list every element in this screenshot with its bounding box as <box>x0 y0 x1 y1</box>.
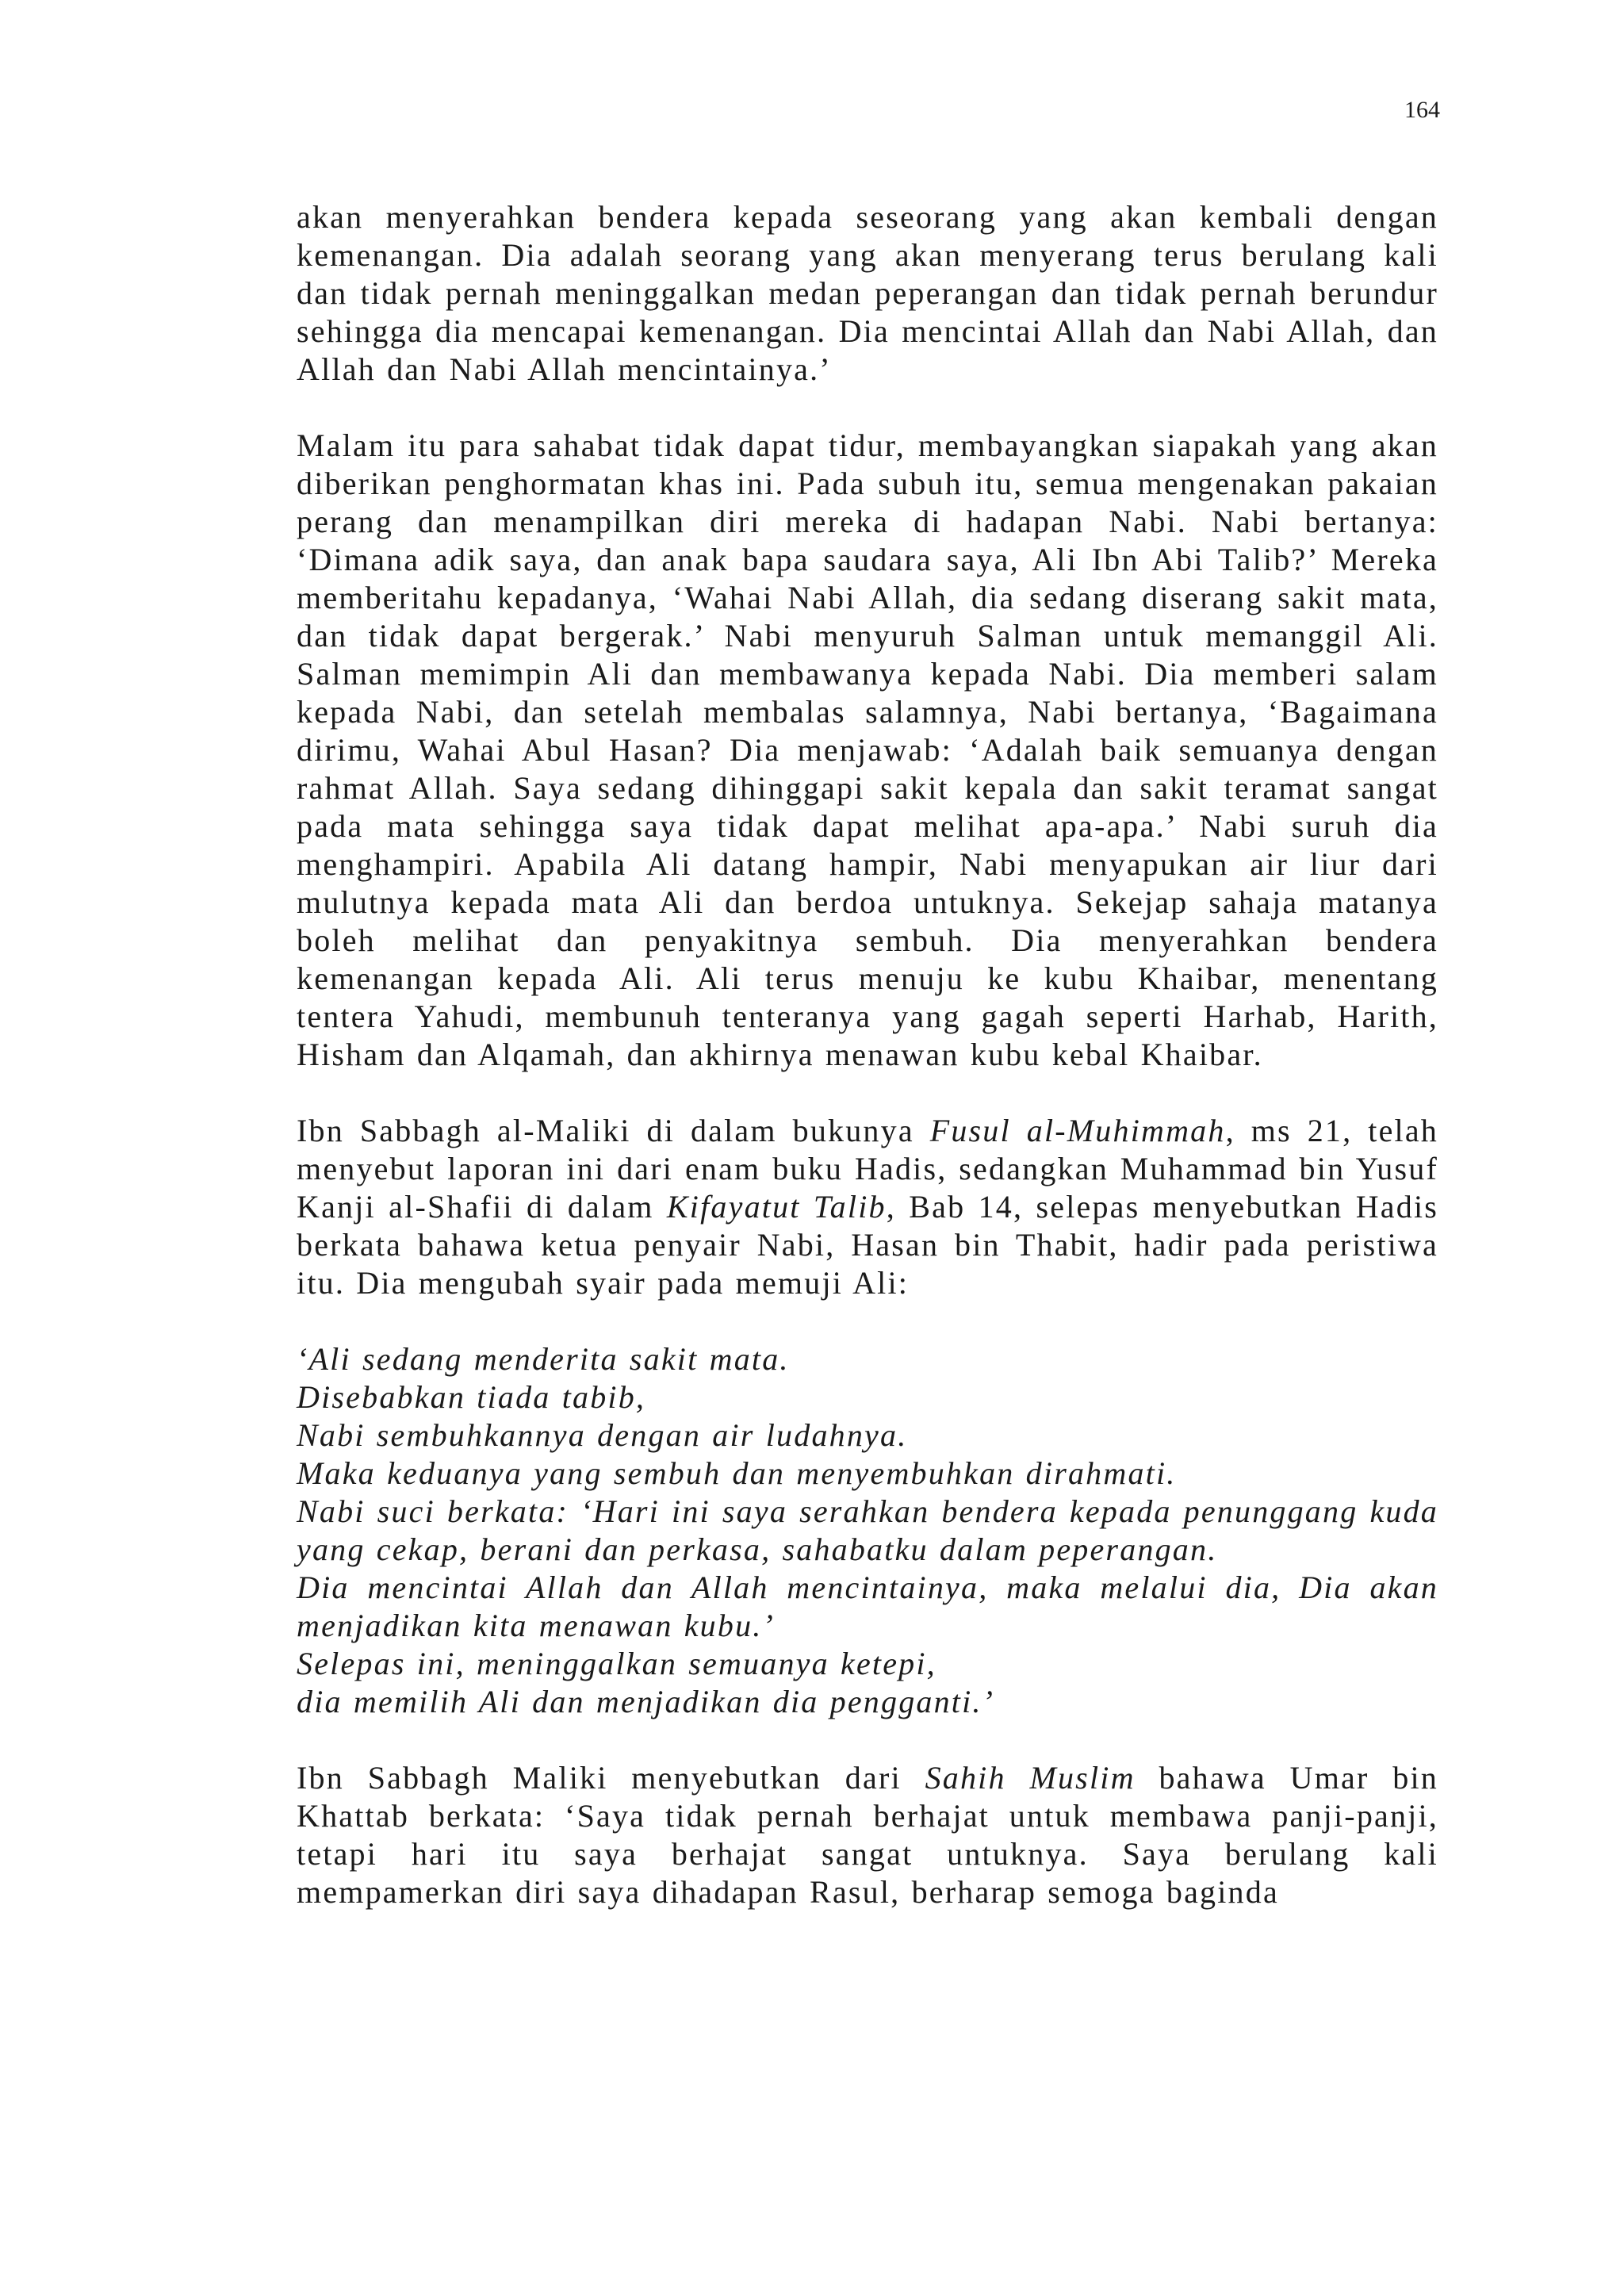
paragraph-3-text-2: , ms 21, telah menyebut laporan ini dari enam buku Hadis, sedangkan Muhammad bin Yusuf Kanji al-Shafii di dalam <box>297 1113 1438 1225</box>
poem-line: dia memilih Ali dan menjadikan dia pengganti.’ <box>297 1684 995 1719</box>
poem-line: Nabi sembuhkannya dengan air ludahnya. <box>297 1417 908 1453</box>
poem-line: Nabi suci berkata: ‘Hari ini saya serahkan bendera kepada penunggang kuda yang cekap, berani dan perkasa, sahabatku dalam peperangan. <box>297 1493 1438 1567</box>
paragraph-1: akan menyerahkan bendera kepada seseorang yang akan kembali dengan kemenangan. Dia adalah seorang yang akan menyerang terus berulang kali dan tidak pernah meninggalkan medan peperangan dan tidak pernah berundur sehingga dia mencapai kemenangan. Dia mencintai Allah dan Nabi Allah, dan Allah dan Nabi Allah mencintainya.’ <box>297 199 1438 387</box>
poem-line: Selepas ini, meninggalkan semuanya ketepi, <box>297 1646 936 1681</box>
poem <box>297 1340 1438 1721</box>
poem-line: Maka keduanya yang sembuh dan menyembuhkan dirahmati. <box>297 1455 1177 1491</box>
book-title-sahih-muslim: Sahih Muslim <box>925 1760 1136 1796</box>
document-body <box>297 198 1438 1911</box>
paragraph-3-text-1: Ibn Sabbagh al-Maliki di dalam bukunya <box>297 1113 930 1148</box>
page-number: 164 <box>1404 97 1440 123</box>
book-title-kifayatut: Kifayatut Talib <box>666 1189 887 1225</box>
poem-line: Disebabkan tiada tabib, <box>297 1379 646 1415</box>
paragraph-4-text-2: bahawa Umar bin Khattab berkata: ‘Saya tidak pernah berhajat untuk membawa panji-panji, tetapi hari itu saya berhajat sangat untuknya. Saya berulang kali mempamerkan diri saya dihadapan Rasul, berharap semoga baginda <box>297 1760 1438 1910</box>
poem-line: Dia mencintai Allah dan Allah mencintainya, maka melalui dia, Dia akan menjadikan kita menawan kubu.’ <box>297 1570 1438 1643</box>
paragraph-3 <box>297 1112 1438 1302</box>
poem-line: ‘Ali sedang menderita sakit mata. <box>297 1341 790 1377</box>
paragraph-4 <box>297 1759 1438 1911</box>
paragraph-4-text-1: Ibn Sabbagh Maliki menyebutkan dari <box>297 1760 925 1796</box>
paragraph-3-text-3: , Bab 14, selepas menyebutkan Hadis berkata bahawa ketua penyair Nabi, Hasan bin Thabit, hadir pada peristiwa itu. Dia mengubah syair pada memuji Ali: <box>297 1189 1439 1301</box>
book-title-fusul: Fusul al-Muhimmah <box>929 1113 1226 1148</box>
paragraph-2: Malam itu para sahabat tidak dapat tidur, membayangkan siapakah yang akan diberikan penghormatan khas ini. Pada subuh itu, semua mengenakan pakaian perang dan menampilkan diri mereka di hadapan Nabi. Nabi bertanya: ‘Dimana adik saya, dan anak bapa saudara saya, Ali Ibn Abi Talib?’ Mereka memberitahu kepadanya, ‘Wahai Nabi Allah, dia sedang diserang sakit mata, dan tidak dapat bergerak.’ Nabi menyuruh Salman untuk memanggil Ali. Salman memimpin Ali dan membawanya kepada Nabi. Dia memberi salam kepada Nabi, dan setelah membalas salamnya, Nabi bertanya, ‘Bagaimana dirimu, Wahai Abul Hasan? Dia menjawab: ‘Adalah baik semuanya dengan rahmat Allah. Saya sedang dihinggapi sakit kepala dan sakit teramat sangat pada mata sehingga saya tidak dapat melihat apa-apa.’ Nabi suruh dia menghampiri. Apabila Ali datang hampir, Nabi menyapukan air liur dari mulutnya kepada mata Ali dan berdoa untuknya. Sekejap sahaja matanya boleh melihat dan penyakitnya sembuh. Dia menyerahkan bendera kemenangan kepada Ali. Ali terus menuju ke kubu Khaibar, menentang tentera Yahudi, membunuh tenteranya yang gagah seperti Harhab, Harith, Hisham dan Alqamah, dan akhirnya menawan kubu kebal Khaibar. <box>297 427 1438 1072</box>
